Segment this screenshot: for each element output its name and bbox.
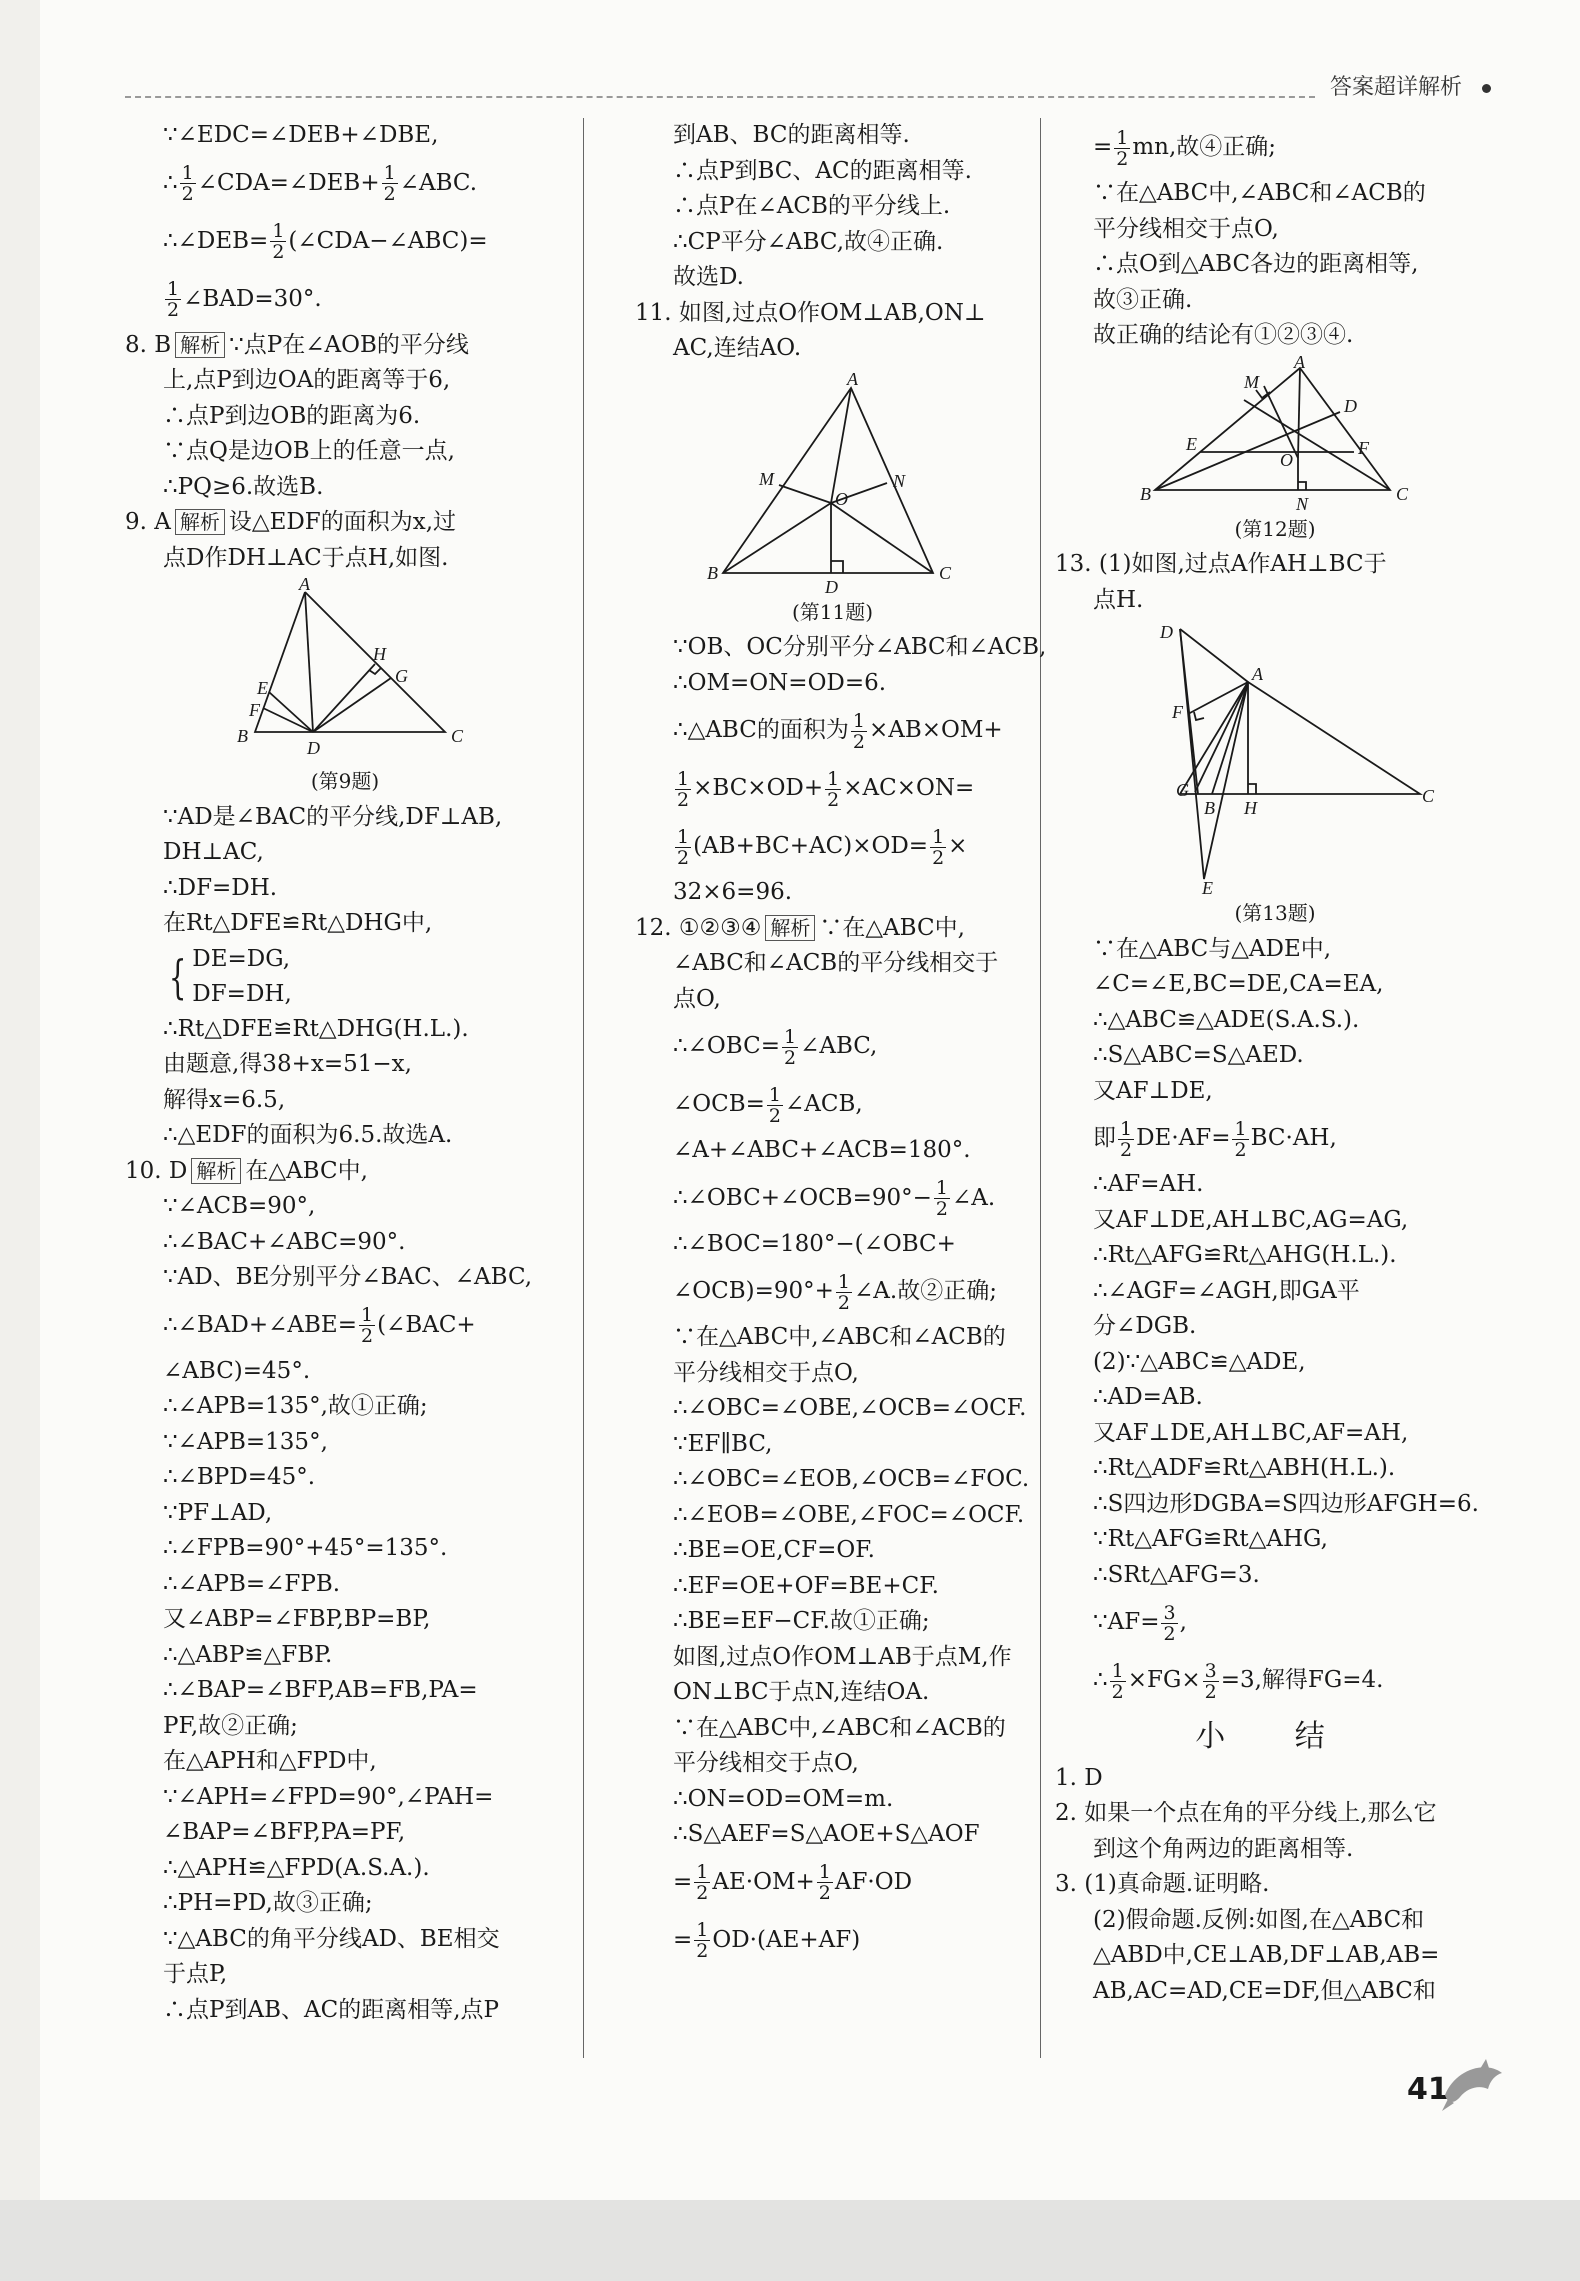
text-line: AB,AC=AD,CE=DF,但△ABC和 <box>1093 1977 1436 2004</box>
svg-text:E: E <box>1186 433 1197 454</box>
text-line: ∴ $\frac{1}{2}$ ∠CDA=∠DEB+ $\frac{1}{2}$ ∠ABC. <box>163 162 478 205</box>
text-line: 在Rt△DFE≌Rt△DHG中, <box>163 910 433 936</box>
text-line: ON⊥BC于点N,连结OA. <box>673 1679 930 1705</box>
dolphin-icon <box>1440 2055 1510 2115</box>
text-line: $\frac{1}{2}$ (AB+BC+AC)×OD= $\frac{1}{2}$ × <box>677 825 968 869</box>
question-12: 12. ①②③④ 解析 ∵在△ABC中, <box>635 914 965 941</box>
fraction: $\frac{1}{2}$ <box>167 278 180 321</box>
text-line: ∵△ABC的角平分线AD、BE相交 <box>163 1925 500 1952</box>
text-line: ∴∠OBC=∠OBE,∠OCB=∠OCF. <box>673 1395 1027 1421</box>
svg-text:F: F <box>1172 702 1183 722</box>
fraction: $\frac{1}{2}$ <box>272 220 285 263</box>
text-line: ∴∠OBC= $\frac{1}{2}$ ∠ABC, <box>673 1025 878 1069</box>
text-line: ∴DF=DH. <box>163 874 278 901</box>
text-line: ∴Rt△ADF≌Rt△ABH(H.L.). <box>1093 1455 1396 1481</box>
svg-text:H: H <box>1244 798 1257 818</box>
summary-title: 小 结 <box>1195 1719 1355 1754</box>
svg-text:E: E <box>257 678 268 698</box>
text-line: ∵点Q是边OB上的任意一点, <box>163 438 455 464</box>
fraction: $\frac{1}{2}$ <box>696 1919 709 1962</box>
column-divider-1 <box>583 118 584 2058</box>
fraction: $\frac{1}{2}$ <box>827 767 840 811</box>
text-line: = $\frac{1}{2}$ mn,故④正确; <box>1093 126 1277 170</box>
text-line: 点H. <box>1093 586 1144 613</box>
fraction: $\frac{1}{2}$ <box>677 767 690 811</box>
text-line: ∴∠FPB=90°+45°=135°. <box>163 1535 448 1561</box>
fraction: $\frac{1}{2}$ <box>783 1025 797 1069</box>
text-line: 又AF⊥DE,AH⊥BC,AG=AG, <box>1093 1206 1409 1233</box>
svg-text:B: B <box>1204 798 1215 818</box>
page-left-edge <box>0 0 40 2281</box>
column-2 <box>635 118 1047 1969</box>
text-line: ∴点P到AB、AC的距离相等,点P <box>163 1996 499 2023</box>
text-line: 平分线相交于点O, <box>1093 215 1279 242</box>
text-line: 到这个角两边的距离相等. <box>1093 1835 1354 1862</box>
fraction: $\frac{1}{2}$ <box>1116 126 1129 170</box>
text-line: ∠OCB)=90°+ $\frac{1}{2}$ ∠A.故②正确; <box>673 1270 997 1314</box>
text-line: PF,故②正确; <box>163 1712 298 1739</box>
summary-item-3: 3. (1)真命题.证明略. <box>1055 1871 1270 1897</box>
text-line: ∴ON=OD=OM=m. <box>673 1785 894 1812</box>
text-line: ∴∠DEB= $\frac{1}{2}$ (∠CDA−∠ABC)= <box>163 220 488 263</box>
text-line: ∴△ABP≌△FBP. <box>163 1641 333 1668</box>
text-line: ∴EF=OE+OF=BE+CF. <box>673 1572 939 1599</box>
svg-text:A: A <box>1252 664 1263 684</box>
svg-text:G: G <box>1176 780 1189 800</box>
text-line: ∴∠EOB=∠OBE,∠FOC=∠OCF. <box>673 1501 1025 1528</box>
text-line: ∴Rt△AFG≌Rt△AHG(H.L.). <box>1093 1242 1397 1268</box>
figure-caption: (第11题) <box>791 599 874 624</box>
text-line: ∴S四边形DGBA=S四边形AFGH=6. <box>1093 1490 1479 1517</box>
text-line: ∴S△ABC=S△AED. <box>1093 1042 1304 1068</box>
text-line: ∴SRt△AFG=3. <box>1093 1561 1260 1588</box>
svg-text:E: E <box>1202 878 1213 898</box>
analysis-tag: 解析 <box>191 1158 241 1184</box>
text-line: ∵∠EDC=∠DEB+∠DBE, <box>163 122 439 148</box>
summary-item-1: 1. D <box>1055 1764 1103 1791</box>
text-line: ∵在△ABC中,∠ABC和∠ACB的 <box>1093 180 1426 206</box>
text-line: ∴∠APB=135°,故①正确; <box>163 1393 428 1419</box>
text-line: $\frac{1}{2}$ ×BC×OD+ $\frac{1}{2}$ ×AC×ON= <box>677 767 975 811</box>
text-line: 平分线相交于点O, <box>673 1359 859 1386</box>
svg-text:N: N <box>1296 493 1309 514</box>
column-3 <box>1055 118 1495 2009</box>
text-line: ∴PQ≥6.故选B. <box>163 473 324 500</box>
svg-text:O: O <box>834 488 848 509</box>
text-line: ∠C=∠E,BC=DE,CA=EA, <box>1093 971 1384 997</box>
text-line: 点O, <box>673 985 721 1012</box>
text-line: 点D作DH⊥AC于点H,如图. <box>163 544 449 571</box>
text-line: 上,点P到边OA的距离等于6, <box>163 367 451 393</box>
text-line: 又AF⊥DE, <box>1093 1077 1213 1104</box>
text-line: △ABD中,CE⊥AB,DF⊥AB,AB= <box>1093 1942 1440 1968</box>
svg-text:F: F <box>249 700 260 720</box>
text-line: ∴Rt△DFE≌Rt△DHG(H.L.). <box>163 1015 469 1042</box>
svg-text:A: A <box>846 368 858 389</box>
summary-item-2: 2. 如果一个点在角的平分线上,那么它 <box>1055 1800 1437 1826</box>
text-line: 解得x=6.5, <box>163 1086 286 1113</box>
text-line: 又∠ABP=∠FBP,BP=BP, <box>163 1606 431 1632</box>
fraction: $\frac{1}{2}$ <box>1120 1117 1133 1161</box>
svg-text:B: B <box>1140 483 1151 504</box>
text-line: ∴△APH≌△FPD(A.S.A.). <box>163 1854 430 1881</box>
page-number: 41 <box>1407 2072 1449 2107</box>
text-line: ∠BAP=∠BFP,PA=PF, <box>163 1819 406 1845</box>
text-line: ∵AD、BE分别平分∠BAC、∠ABC, <box>163 1264 533 1290</box>
text-line: ∵OB、OC分别平分∠ABC和∠ACB, <box>673 634 1047 660</box>
text-line: ∴∠OBC+∠OCB=90°− $\frac{1}{2}$ ∠A. <box>673 1177 996 1220</box>
fraction: $\frac{1}{2}$ <box>818 1861 831 1904</box>
figure-caption: (第12题) <box>1234 516 1316 541</box>
svg-text:F: F <box>1358 437 1369 458</box>
text-line: ∴∠AGF=∠AGH,即GA平 <box>1093 1277 1360 1304</box>
svg-text:M: M <box>758 468 774 489</box>
text-line: AC,连结AO. <box>673 335 802 361</box>
question-11: 11. 如图,过点O作OM⊥AB,ON⊥ <box>635 299 986 326</box>
fraction: $\frac{1}{2}$ <box>1234 1117 1247 1161</box>
text-line: ∵PF⊥AD, <box>163 1499 273 1526</box>
text-line: $\frac{1}{2}$ ∠BAD=30°. <box>167 278 322 321</box>
text-line: 平分线相交于点O, <box>673 1750 859 1776</box>
svg-text:M: M <box>1244 371 1259 392</box>
svg-text:C: C <box>451 726 464 746</box>
svg-text:H: H <box>373 644 386 664</box>
text-line: ∴S△AEF=S△AOE+S△AOF <box>673 1821 980 1847</box>
text-line: ∴AD=AB. <box>1093 1384 1203 1410</box>
text-line: ∴∠BAC+∠ABC=90°. <box>163 1228 406 1255</box>
text-line: ∴点P在∠ACB的平分线上. <box>673 193 951 219</box>
text-line: ∴点P到边OB的距离为6. <box>163 402 421 429</box>
fraction: $\frac{1}{2}$ <box>852 709 865 753</box>
text-line: ∵EF∥BC, <box>673 1430 773 1457</box>
fraction: $\frac{3}{2}$ <box>1204 1659 1217 1703</box>
svg-text:A: A <box>1294 351 1305 372</box>
fraction: $\frac{1}{2}$ <box>768 1083 781 1127</box>
text-line: ∵在△ABC与△ADE中, <box>1093 935 1332 962</box>
analysis-tag: 解析 <box>175 509 225 535</box>
text-line: ∴∠APB=∠FPB. <box>163 1570 341 1597</box>
text-line: ∴△EDF的面积为6.5.故选A. <box>163 1122 453 1148</box>
text-line: ∴PH=PD,故③正确; <box>163 1890 373 1916</box>
figure-9 <box>205 574 485 762</box>
text-line: ∴∠BPD=45°. <box>163 1464 316 1490</box>
text-line: 故③正确. <box>1093 286 1193 313</box>
figure-12 <box>1140 351 1410 514</box>
figure-caption: (第13题) <box>1234 901 1316 925</box>
fraction: $\frac{1}{2}$ <box>935 1177 948 1220</box>
svg-text:D: D <box>1344 395 1357 416</box>
svg-text:O: O <box>1280 449 1293 470</box>
text-line: ∵∠APH=∠FPD=90°,∠PAH= <box>163 1783 494 1810</box>
text-line: ∴CP平分∠ABC,故④正确. <box>673 228 944 255</box>
text-line: = $\frac{1}{2}$ OD·(AE+AF) <box>673 1919 861 1962</box>
text-line: ∴△ABC的面积为 $\frac{1}{2}$ ×AB×OM+ <box>673 709 1003 753</box>
text-line: 32×6=96. <box>673 879 793 905</box>
text-line: 故选D. <box>673 264 744 290</box>
text-line: ∴ $\frac{1}{2}$ ×FG× $\frac{3}{2}$ =3,解得FG=4. <box>1093 1659 1384 1703</box>
svg-text:C: C <box>1422 786 1435 806</box>
question-8: 8. B 解析 ∵点P在∠AOB的平分线 <box>125 331 469 358</box>
figure-13 <box>1120 622 1435 898</box>
text-line: 分∠DGB. <box>1093 1313 1197 1339</box>
text-line: ∠ABC和∠ACB的平分线相交于 <box>673 950 999 976</box>
text-line: ∴点P到BC、AC的距离相等. <box>673 157 972 184</box>
svg-text:N: N <box>892 470 905 491</box>
fraction: $\frac{3}{2}$ <box>1163 1601 1176 1645</box>
text-line: ∴OM=ON=OD=6. <box>673 669 887 696</box>
text-line: ∠OCB= $\frac{1}{2}$ ∠ACB, <box>673 1083 863 1127</box>
header-title: 答案超详解析 <box>1330 75 1463 100</box>
text-line: DH⊥AC, <box>163 839 264 865</box>
equation-system: { DE=DG, DF=DH, <box>168 945 292 1007</box>
text-line: 又AF⊥DE,AH⊥BC,AF=AH, <box>1093 1419 1409 1446</box>
page-bottom-edge <box>0 2200 1580 2281</box>
text-line: ∵Rt△AFG≌Rt△AHG, <box>1093 1526 1328 1552</box>
fraction: $\frac{1}{2}$ <box>360 1304 374 1347</box>
text-line: 到AB、BC的距离相等. <box>673 122 910 148</box>
svg-text:D: D <box>307 738 320 758</box>
svg-text:A: A <box>299 574 310 594</box>
text-line: ∴BE=OE,CF=OF. <box>673 1537 875 1563</box>
text-line: 在△APH和△FPD中, <box>163 1748 377 1774</box>
fraction: $\frac{1}{2}$ <box>677 825 690 869</box>
column-divider-2 <box>1040 118 1041 2058</box>
text-line: ∴AF=AH. <box>1093 1171 1204 1197</box>
text-line: ∵∠APB=135°, <box>163 1428 328 1455</box>
text-line: = $\frac{1}{2}$ AE·OM+ $\frac{1}{2}$ AF·OD <box>673 1861 913 1904</box>
text-line: 由题意,得38+x=51−x, <box>163 1051 412 1077</box>
text-line: ∴△ABC≌△ADE(S.A.S.). <box>1093 1006 1360 1033</box>
fraction: $\frac{1}{2}$ <box>932 825 945 869</box>
svg-text:G: G <box>395 666 408 686</box>
figure-11 <box>703 368 963 597</box>
question-9: 9. A 解析 设△EDF的面积为x,过 <box>125 509 457 535</box>
question-10: 10. D 解析 在△ABC中, <box>125 1157 368 1184</box>
text-line: ∵AD是∠BAC的平分线,DF⊥AB, <box>163 803 503 830</box>
svg-text:B: B <box>706 562 718 583</box>
text-line: ∵在△ABC中,∠ABC和∠ACB的 <box>673 1324 1006 1350</box>
text-line: 故正确的结论有①②③④. <box>1093 322 1354 348</box>
header-rule <box>125 96 1315 98</box>
header-dot-icon <box>1482 84 1491 93</box>
question-13: 13. (1)如图,过点A作AH⊥BC于 <box>1055 551 1387 577</box>
text-line: (2)∵△ABC≌△ADE, <box>1093 1348 1306 1375</box>
text-line: (2)假命题.反例:如图,在△ABC和 <box>1093 1906 1425 1933</box>
svg-text:D: D <box>1160 622 1173 642</box>
fraction: $\frac{1}{2}$ <box>181 162 194 205</box>
text-line: ∵在△ABC中,∠ABC和∠ACB的 <box>673 1714 1006 1741</box>
text-line: ∴∠BAD+∠ABE= $\frac{1}{2}$ (∠BAC+ <box>163 1304 476 1347</box>
svg-text:C: C <box>938 562 951 583</box>
fraction: $\frac{1}{2}$ <box>696 1861 709 1904</box>
svg-text:D: D <box>824 576 838 597</box>
analysis-tag: 解析 <box>765 915 815 941</box>
figure-caption: (第9题) <box>310 769 380 793</box>
text-line: ∠A+∠ABC+∠ACB=180°. <box>673 1137 971 1163</box>
fraction: $\frac{1}{2}$ <box>383 162 396 205</box>
text-line: 于点P, <box>163 1961 228 1987</box>
text-line: ∴BE=EF−CF.故①正确; <box>673 1608 930 1634</box>
text-line: ∴∠BOC=180°−(∠OBC+ <box>673 1230 956 1257</box>
text-line: 如图,过点O作OM⊥AB于点M,作 <box>673 1643 1012 1670</box>
svg-text:C: C <box>1396 483 1409 504</box>
svg-text:B: B <box>237 726 248 746</box>
column-1 <box>125 118 565 2028</box>
text-line: ∵∠ACB=90°, <box>163 1193 316 1219</box>
text-line: ∴点O到△ABC各边的距离相等, <box>1093 251 1419 277</box>
fraction: $\frac{1}{2}$ <box>1111 1659 1124 1703</box>
text-line: ∴∠OBC=∠EOB,∠OCB=∠FOC. <box>673 1466 1030 1492</box>
text-line: ∵AF= $\frac{3}{2}$ , <box>1093 1601 1187 1645</box>
fraction: $\frac{1}{2}$ <box>837 1270 851 1314</box>
text-line: ∠ABC)=45°. <box>163 1357 311 1384</box>
text-line: ∴∠BAP=∠BFP,AB=FB,PA= <box>163 1677 478 1703</box>
text-line: 即 $\frac{1}{2}$ DE·AF= $\frac{1}{2}$ BC·AH, <box>1093 1117 1337 1161</box>
analysis-tag: 解析 <box>175 332 225 358</box>
